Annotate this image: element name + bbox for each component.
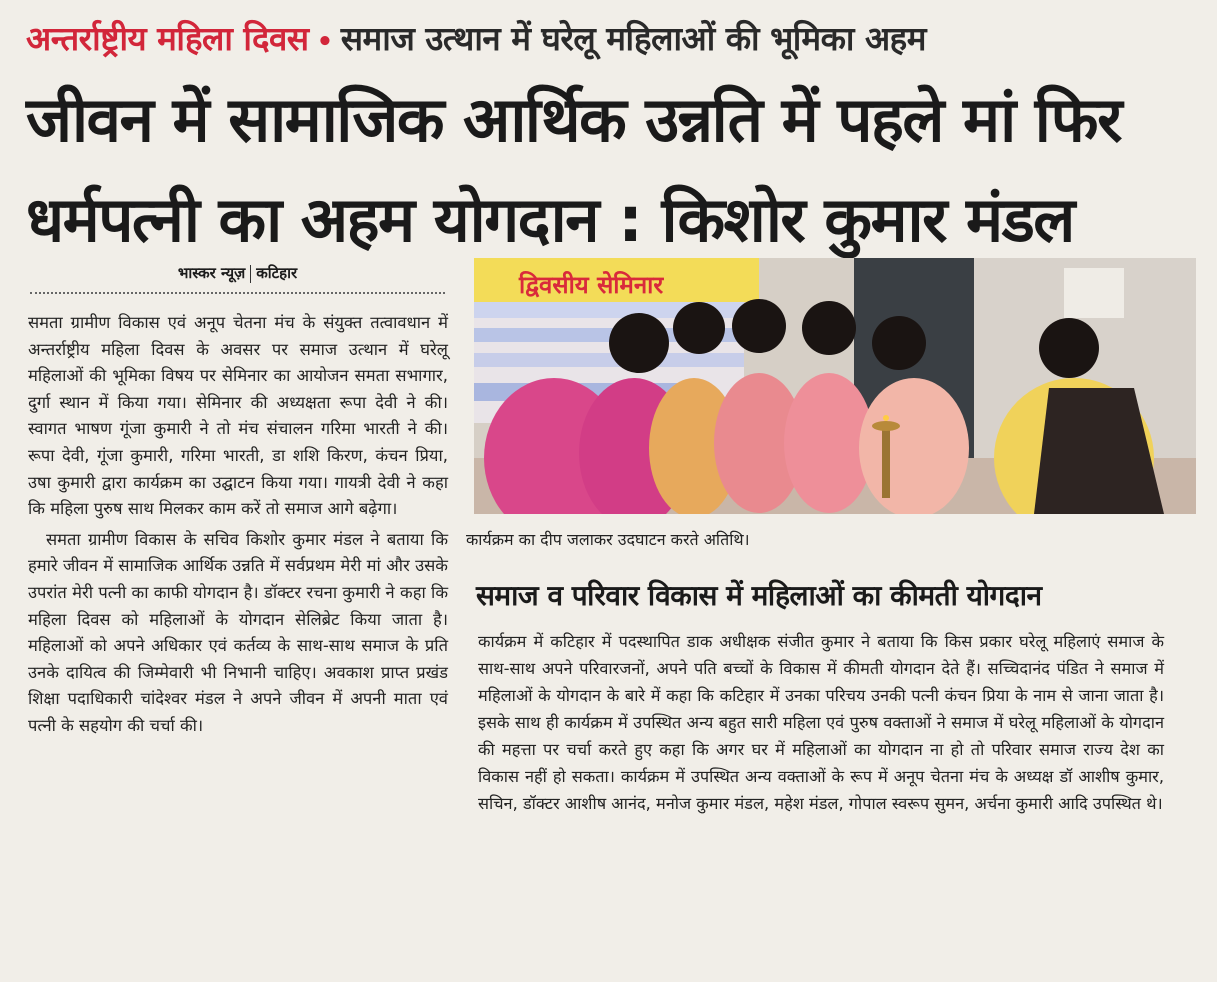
- right-paragraph-1: कार्यक्रम में कटिहार में पदस्थापित डाक अधीक्षक संजीत कुमार ने बताया कि किस प्रकार घरेलू महिलाएं समाज के साथ-साथ अपने परिवारजनों, अपने पति बच्चों के विकास में कीमती योगदान देते हैं। सच्चिदानंद पंडित ने समाज में महिलाओं के योगदान के बारे में कहा कि कटिहार में उनका परिचय उनकी पत्नी कंचन प्रिया के नाम से जाना जाता है। इसके साथ ही कार्यक्रम में उपस्थित अन्य बहुत सारी महिला एवं पुरुष वक्ताओं ने समाज में घरेलू महिलाओं के योगदान की महत्ता पर चर्चा करते हुए कहा कि अगर घर में महिलाओं का योगदान ना हो तो परिवार समाज राज्य देश का विकास नहीं हो सकता। कार्यक्रम में उपस्थित अन्य वक्ताओं के रूप में अनूप चेतना मंच के अध्यक्ष डॉ आशीष कुमार, सचिन, डॉक्टर आशीष आनंद, मनोज कुमार मंडल, महेश मंडल, गोपाल स्वरूप सुमन, अर्चना कुमारी आदि उपस्थित थे।: [478, 632, 1164, 813]
- dotted-rule: [30, 292, 445, 294]
- kicker-line: [26, 14, 1196, 64]
- photo-caption: कार्यक्रम का दीप जलाकर उदघाटन करते अतिथि।: [466, 530, 750, 549]
- byline-source: भास्कर न्यूज़: [177, 264, 246, 282]
- kicker-topic: अन्तर्राष्ट्रीय महिला दिवस: [26, 19, 309, 58]
- left-column: [28, 310, 448, 740]
- byline: [30, 258, 445, 288]
- byline-divider: [250, 265, 251, 283]
- right-column: [478, 628, 1164, 817]
- kicker-bullet: •: [316, 27, 333, 57]
- left-paragraph-1: समता ग्रामीण विकास एवं अनूप चेतना मंच के संयुक्त तत्वावधान में अन्तर्राष्ट्रीय महिला दिवस के अवसर पर समाज उत्थान में घरेलू महिलाओं की भूमिका विषय पर सेमिनार का आयोजन समता सभागार, दुर्गा स्थान में किया गया। सेमिनार की अध्यक्षता रूपा देवी ने की। स्वागत भाषण गूंजा कुमारी ने तो मंच संचालन गरिमा भारती ने की। रूपा देवी, गूंजा कुमारी, गरिमा भारती, डा शशि किरण, कंचन प्रिया, उषा कुमारी द्वारा कार्यक्रम का उद्घाटन किया गया। गायत्री देवी ने कहा कि महिला पुरुष साथ मिलकर काम करें तो समाज आगे बढ़ेगा।: [28, 313, 448, 519]
- byline-city: कटिहार: [256, 264, 298, 282]
- headline: [26, 70, 1196, 270]
- subheadline: समाज व परिवार विकास में महिलाओं का कीमती योगदान: [476, 579, 1042, 612]
- headline-line-2: धर्मपत्नी का अहम योगदान : किशोर कुमार मंडल: [26, 183, 1074, 256]
- left-paragraph-2: समता ग्रामीण विकास के सचिव किशोर कुमार मंडल ने बताया कि हमारे जीवन में सामाजिक आर्थिक उन्नति में सर्वप्रथम मेरी मां और उसके उपरांत मेरी पत्नी का काफी योगदान है। डॉक्टर रचना कुमारी ने कहा कि महिला दिवस को महिलाओं के योगदान सेलिब्रेट किया जाता है। महिलाओं को अपने अधिकार एवं कर्तव्य के साथ-साथ समाज के प्रति उनके दायित्व की जिम्मेवारी भी निभानी चाहिए। अवकाश प्राप्त प्रखंड शिक्षा पदाधिकारी चांदेश्वर मंडल ने अपने जीवन में अपनी माता एवं पत्नी के सहयोग की चर्चा की।: [28, 529, 448, 735]
- photo-banner-text: द्विवसीय सेमिनार: [519, 271, 664, 299]
- event-photo: [474, 258, 1196, 514]
- headline-line-1: जीवन में सामाजिक आर्थिक उन्नति में पहले मां फिर: [26, 83, 1121, 156]
- kicker-subtitle: समाज उत्थान में घरेलू महिलाओं की भूमिका अहम: [340, 19, 926, 58]
